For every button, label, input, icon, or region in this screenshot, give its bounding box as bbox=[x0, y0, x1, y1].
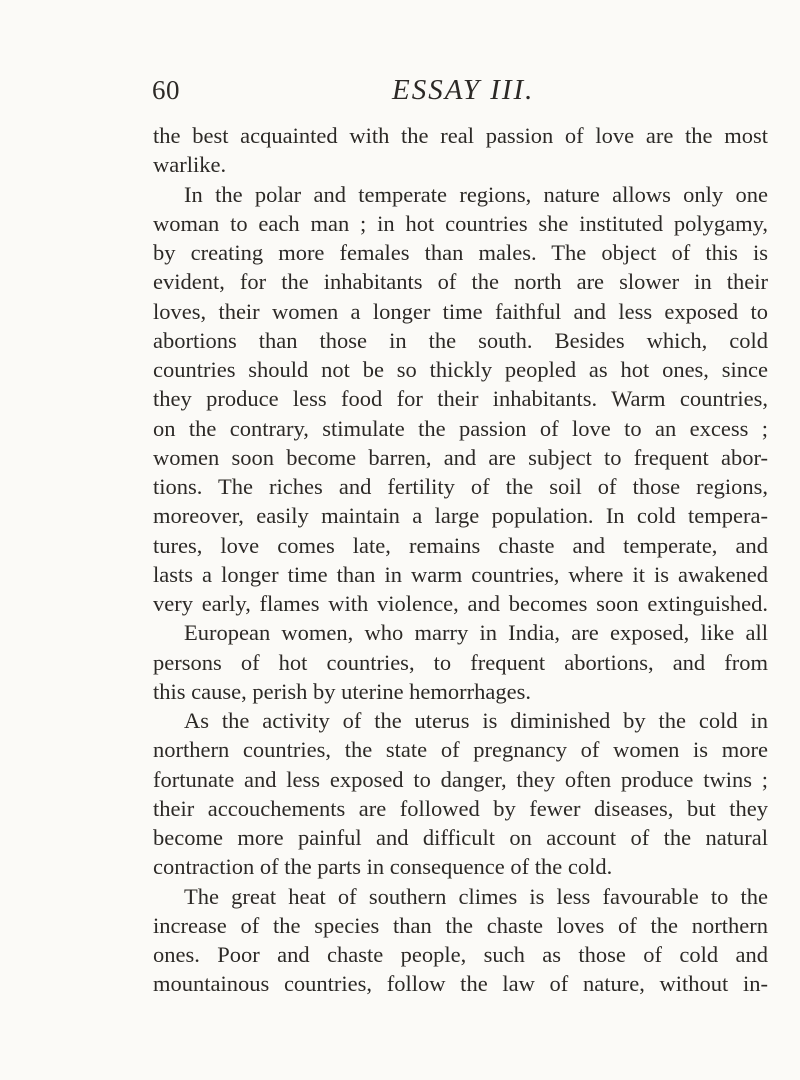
page-number: 60 bbox=[152, 75, 180, 105]
text-line: become more painful and difficult on account of the natural bbox=[153, 825, 768, 850]
text-line: In the polar and temperate regions, nature allows only one bbox=[184, 181, 768, 207]
text-line: increase of the species than the chaste loves of the northern bbox=[153, 912, 768, 938]
text-line: European women, who marry in India, are exposed, like all bbox=[184, 620, 768, 646]
text-line: moreover, easily maintain a large population. In cold tempera- bbox=[153, 503, 768, 529]
text-line: very early, flames with violence, and becomes soon extinguished. bbox=[153, 591, 768, 616]
text-line: evident, for the inhabitants of the north are slower in their bbox=[153, 269, 768, 295]
text-line: As the activity of the uterus is diminished by the cold in bbox=[184, 708, 768, 733]
text-line: woman to each man ; in hot countries she instituted polygamy, bbox=[153, 210, 768, 236]
text-line: countries should not be so thickly peopled as hot ones, since bbox=[153, 357, 768, 382]
text-line: northern countries, the state of pregnancy of women is more bbox=[153, 737, 768, 763]
text-line: mountainous countries, follow the law of nature, without in- bbox=[153, 971, 768, 997]
text-line: persons of hot countries, to frequent abortions, and from bbox=[153, 649, 768, 675]
text-line: women soon become barren, and are subject to frequent abor- bbox=[153, 444, 768, 470]
text-line: The great heat of southern climes is less favourable to the bbox=[184, 883, 768, 909]
text-line: tions. The riches and fertility of the soil of those regions, bbox=[153, 474, 768, 499]
text-line: tures, love comes late, remains chaste and temperate, and bbox=[153, 532, 768, 558]
text-line: lasts a longer time than in warm countries, where it is awakened bbox=[153, 561, 768, 587]
running-head: ESSAY III. bbox=[392, 74, 535, 106]
text-line: by creating more females than males. The object of this is bbox=[153, 240, 768, 265]
text-line: warlike. bbox=[153, 152, 227, 178]
text-line: the best acquainted with the real passion of love are the most bbox=[153, 123, 768, 148]
text-line: loves, their women a longer time faithful and less exposed to bbox=[153, 298, 768, 324]
text-line: ones. Poor and chaste people, such as those of cold and bbox=[153, 942, 768, 967]
text-line: they produce less food for their inhabitants. Warm countries, bbox=[153, 386, 768, 412]
text-line: contraction of the parts in consequence of the cold. bbox=[153, 854, 613, 880]
text-line: their accouchements are followed by fewer diseases, but they bbox=[153, 795, 768, 821]
text-line: abortions than those in the south. Besides which, cold bbox=[153, 327, 768, 353]
body-text bbox=[153, 121, 768, 999]
text-line: on the contrary, stimulate the passion of love to an excess ; bbox=[153, 415, 768, 441]
text-line: this cause, perish by uterine hemorrhages. bbox=[153, 678, 532, 704]
text-line: fortunate and less exposed to danger, they often produce twins ; bbox=[153, 766, 768, 792]
